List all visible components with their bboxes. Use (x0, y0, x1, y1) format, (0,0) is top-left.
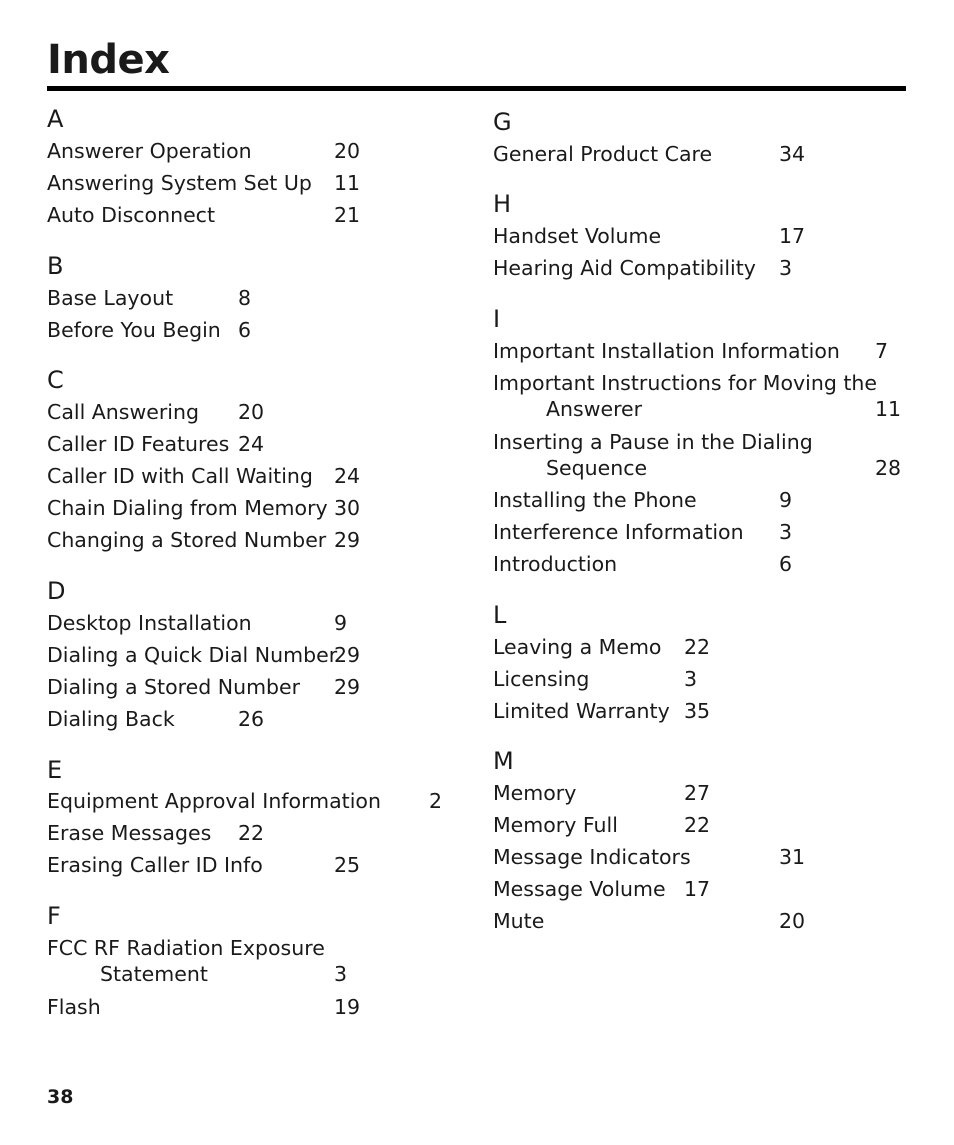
entry-text: Caller ID with Call Waiting (47, 464, 313, 488)
index-entry (493, 371, 902, 421)
index-entry (47, 611, 348, 635)
entry-page: 19 (334, 995, 361, 1019)
entry-text: Auto Disconnect (47, 203, 215, 227)
index-entry (47, 707, 265, 731)
entry-page: 27 (684, 781, 711, 805)
section-letter-i: I (493, 305, 501, 333)
index-entry (493, 488, 793, 512)
entry-text: Memory (493, 781, 577, 805)
entry-page: 17 (779, 224, 806, 248)
entry-text: Memory Full (493, 813, 618, 837)
index-entry (493, 813, 711, 837)
index-entry (47, 528, 361, 552)
index-entry (47, 789, 443, 813)
entry-page: 24 (238, 432, 265, 456)
entry-text: Changing a Stored Number (47, 528, 327, 552)
index-entry (493, 430, 902, 480)
entry-text: Limited Warranty (493, 699, 670, 723)
index-entry (47, 995, 361, 1019)
entry-text: Erasing Caller ID Info (47, 853, 263, 877)
entry-text: Mute (493, 909, 545, 933)
index-entry (493, 781, 711, 805)
section-letter-l: L (493, 601, 507, 629)
entry-text: Introduction (493, 552, 618, 576)
entry-text: Interference Information (493, 520, 744, 544)
index-entry (47, 936, 348, 986)
section-letter-h: H (493, 190, 512, 218)
entry-text: Installing the Phone (493, 488, 697, 512)
entry-page: 20 (238, 400, 265, 424)
index-entry (493, 699, 711, 723)
entry-page: 20 (334, 139, 361, 163)
entry-page: 3 (684, 667, 698, 691)
entry-page: 24 (334, 464, 361, 488)
entry-text: Handset Volume (493, 224, 662, 248)
entry-text: Flash (47, 995, 101, 1019)
entry-page: 8 (238, 286, 252, 310)
entry-page: 22 (238, 821, 265, 845)
entry-text: Desktop Installation (47, 611, 252, 635)
entry-text: Equipment Approval Information (47, 789, 381, 813)
index-entry (493, 635, 711, 659)
entry-page: 6 (779, 552, 793, 576)
entry-text: Chain Dialing from Memory (47, 496, 328, 520)
index-entry (47, 496, 361, 520)
section-letter-b: B (47, 252, 64, 280)
entry-text: Message Indicators (493, 845, 691, 869)
entry-page: 29 (334, 528, 361, 552)
index-entry (493, 142, 806, 166)
index-entry (47, 400, 265, 424)
section-letter-d: D (47, 577, 66, 605)
entry-page: 26 (238, 707, 265, 731)
index-entry (493, 845, 806, 869)
index-entry (493, 552, 793, 576)
entry-page: 3 (779, 520, 793, 544)
entry-continuation: Sequence (546, 456, 648, 480)
entry-page: 20 (779, 909, 806, 933)
entry-page: 11 (334, 171, 361, 195)
index-entry (493, 909, 806, 933)
entry-page: 25 (334, 853, 361, 877)
entry-page: 31 (779, 845, 806, 869)
entry-text: Message Volume (493, 877, 666, 901)
entry-page: 29 (334, 643, 361, 667)
index-entry (47, 853, 361, 877)
entry-page: 21 (334, 203, 361, 227)
index-entry (47, 139, 361, 163)
entry-text: Answerer Operation (47, 139, 252, 163)
entry-text: Base Layout (47, 286, 174, 310)
entry-page: 11 (875, 397, 902, 421)
page-title: Index (47, 37, 170, 83)
entry-page: 34 (779, 142, 806, 166)
entry-page: 2 (429, 789, 443, 813)
section-letter-c: C (47, 366, 64, 394)
index-entry (47, 203, 361, 227)
entry-continuation: Answerer (546, 397, 643, 421)
index-entry (47, 675, 361, 699)
entry-page: 35 (684, 699, 711, 723)
entry-text: Hearing Aid Compatibility (493, 256, 756, 280)
page-number: 38 (47, 1086, 74, 1108)
index-entry (493, 339, 889, 363)
section-letter-m: M (493, 747, 514, 775)
index-entry (47, 171, 361, 195)
index-entry (493, 667, 698, 691)
index-entry (47, 821, 265, 845)
entry-page: 30 (334, 496, 361, 520)
entry-text: Caller ID Features (47, 432, 230, 456)
section-letter-f: F (47, 902, 61, 930)
entry-text: Answering System Set Up (47, 171, 312, 195)
entry-text: Before You Begin (47, 318, 221, 342)
entry-text: Licensing (493, 667, 590, 691)
entry-continuation: Statement (100, 962, 208, 986)
index-entry (47, 464, 361, 488)
entry-text: Dialing a Stored Number (47, 675, 301, 699)
section-letter-e: E (47, 756, 63, 784)
entry-page: 17 (684, 877, 711, 901)
entry-page: 29 (334, 675, 361, 699)
entry-text: Important Installation Information (493, 339, 840, 363)
entry-page: 9 (334, 611, 348, 635)
entry-text: Dialing a Quick Dial Number (47, 643, 338, 667)
entry-text: FCC RF Radiation Exposure (47, 936, 325, 960)
entry-page: 7 (875, 339, 889, 363)
section-letter-g: G (493, 108, 512, 136)
index-entry (47, 286, 252, 310)
entry-text: General Product Care (493, 142, 713, 166)
index-entry (47, 432, 265, 456)
entry-text: Call Answering (47, 400, 199, 424)
section-letter-a: A (47, 105, 64, 133)
title-rule (47, 86, 906, 91)
entry-text: Dialing Back (47, 707, 175, 731)
entry-page: 22 (684, 813, 711, 837)
entry-text: Inserting a Pause in the Dialing (493, 430, 813, 454)
entry-text: Erase Messages (47, 821, 212, 845)
entry-page: 28 (875, 456, 902, 480)
index-entry (493, 877, 711, 901)
index-entry (47, 318, 252, 342)
entry-text: Important Instructions for Moving the (493, 371, 877, 395)
index-entry (493, 256, 793, 280)
entry-page: 22 (684, 635, 711, 659)
entry-page: 3 (779, 256, 793, 280)
entry-text: Leaving a Memo (493, 635, 662, 659)
index-entry (493, 520, 793, 544)
index-entry (493, 224, 806, 248)
index-entry (47, 643, 361, 667)
entry-page: 6 (238, 318, 252, 342)
entry-page: 9 (779, 488, 793, 512)
entry-page: 3 (334, 962, 348, 986)
